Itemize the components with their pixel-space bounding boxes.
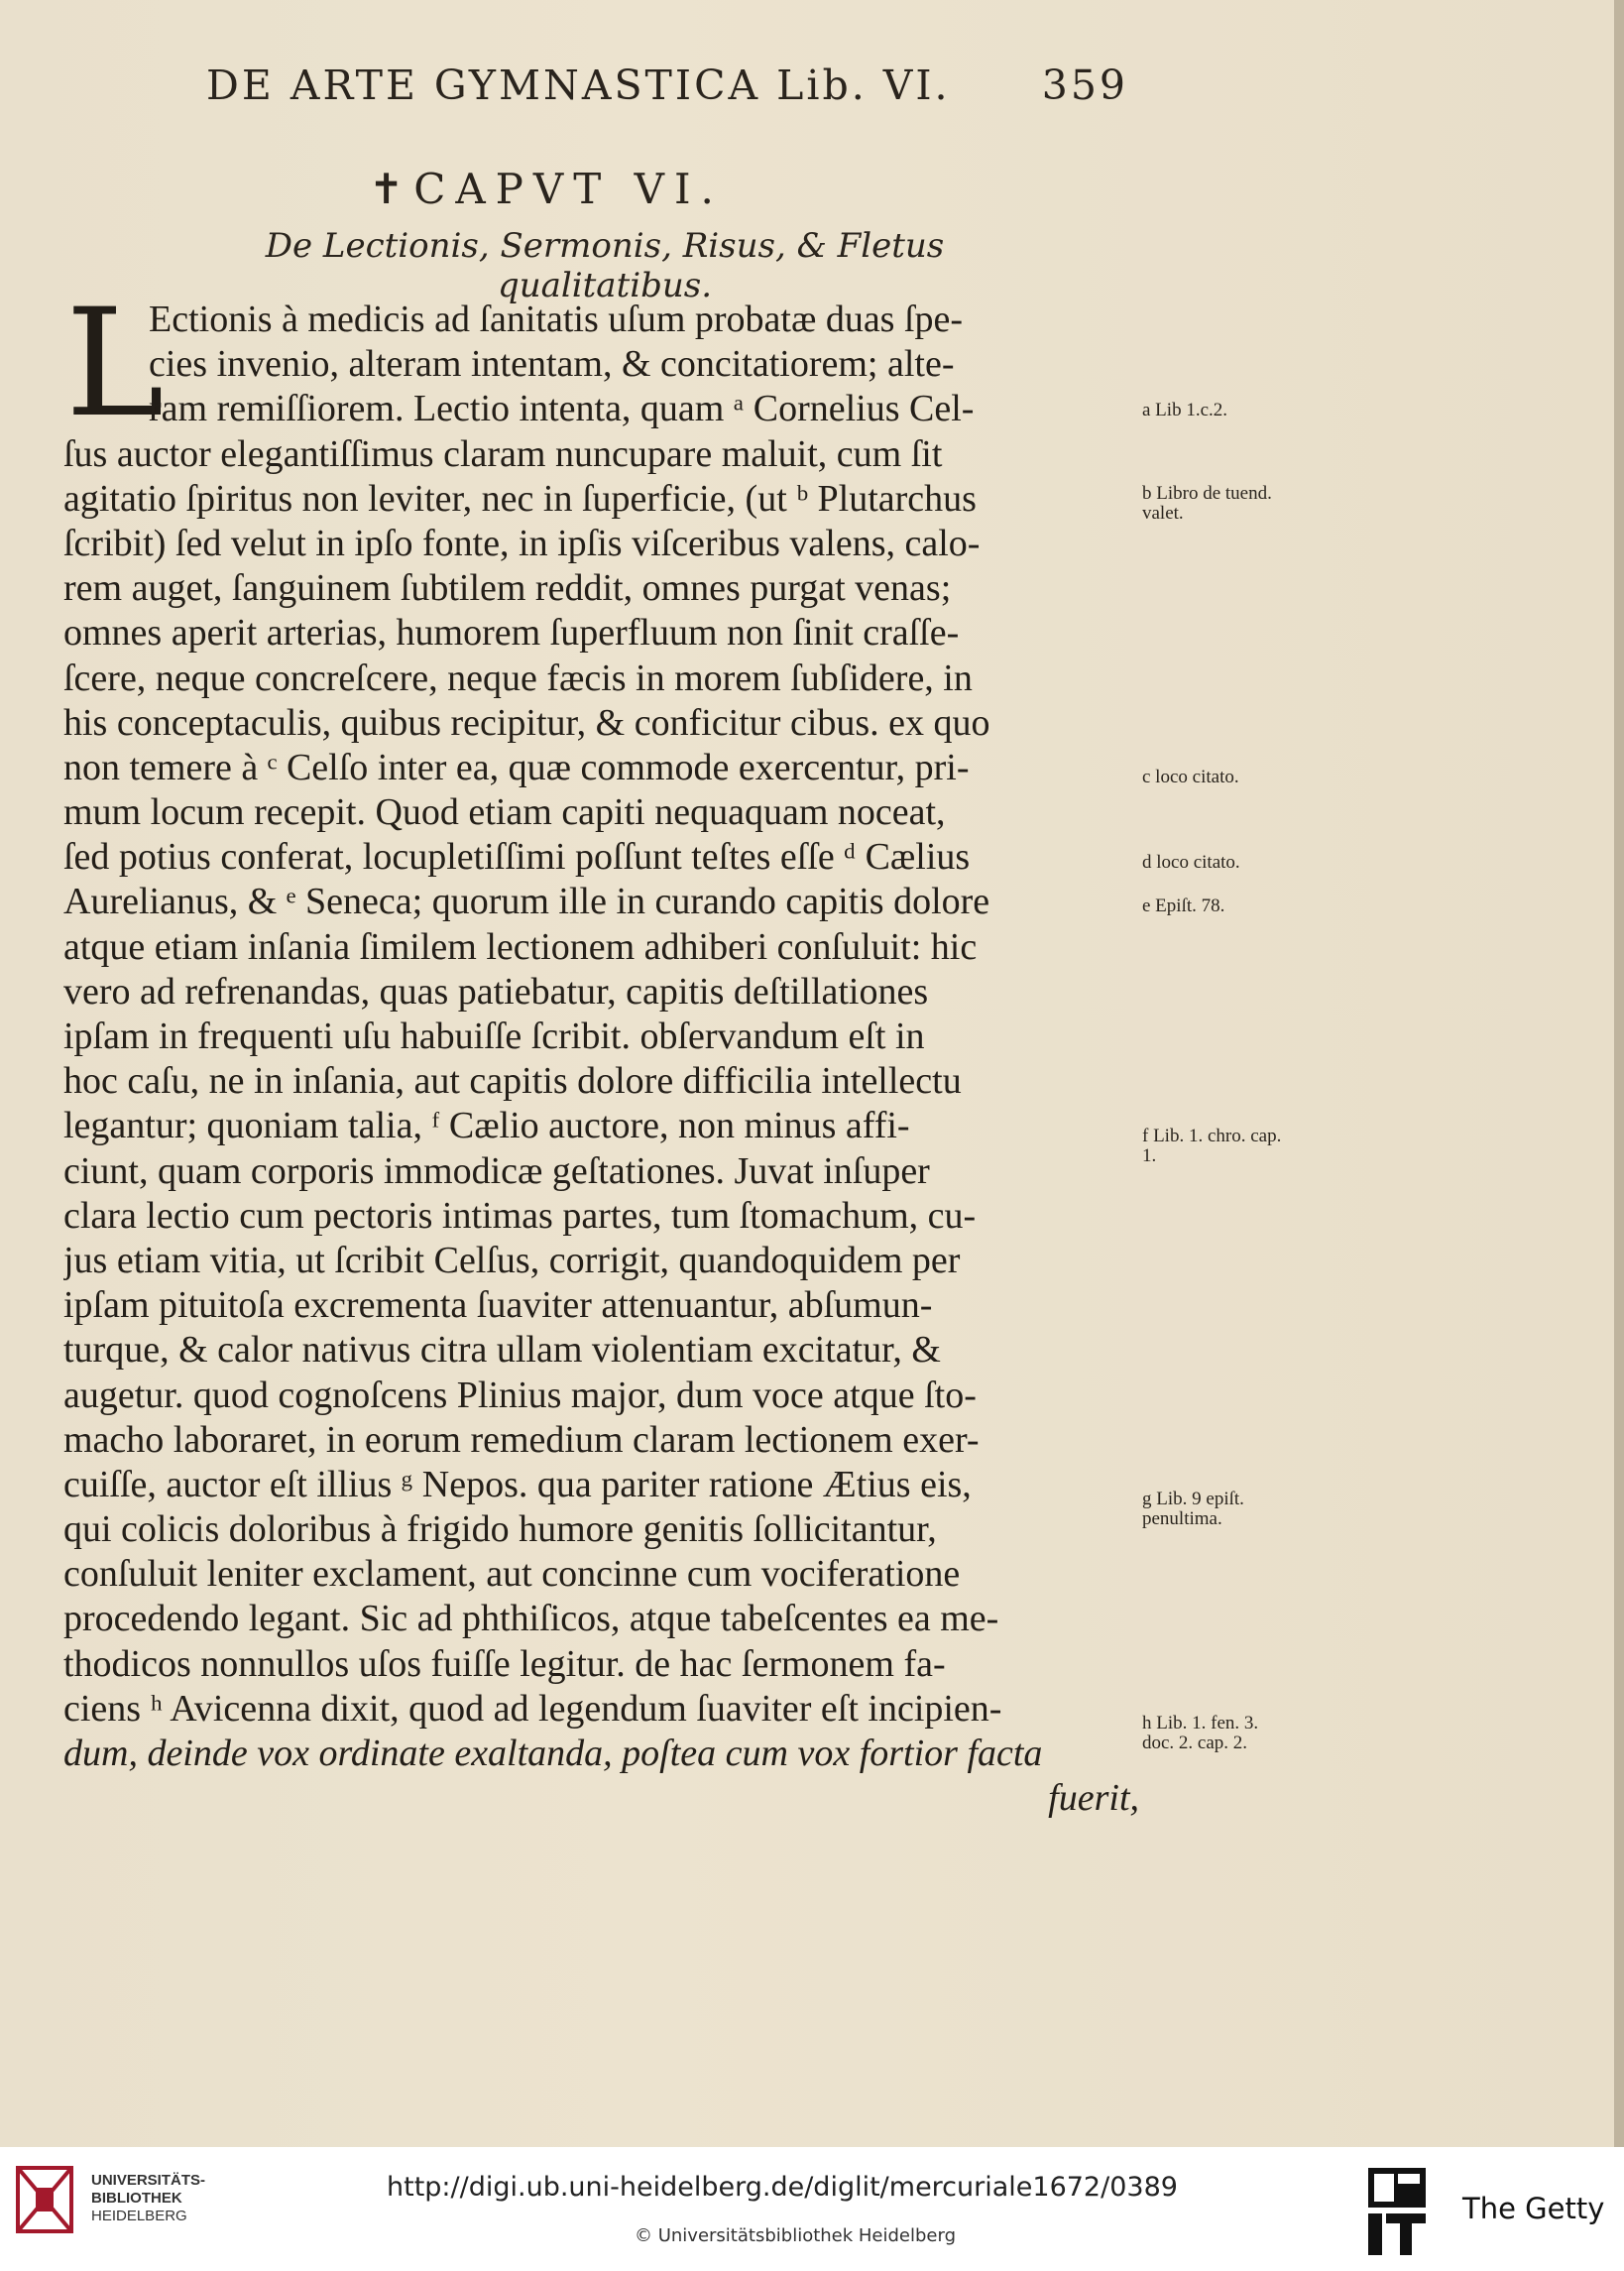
text-line: fuerit,: [1048, 1777, 1139, 1820]
text-line: ſcribit) ſed velut in ipſo fonte, in ipſis viſceribus valens, calo-: [63, 522, 981, 564]
text-line: ſcere, neque concreſcere, neque fæcis in morem ſubſidere, in: [63, 657, 973, 699]
text-line: cies invenio, alteram intentam, & concitatiorem; alte-: [149, 343, 955, 386]
text-line: clara lectio cum pectoris intimas partes, tum ſtomachum, cu-: [63, 1194, 977, 1237]
body-text: [63, 298, 1139, 1821]
text-line: vero ad refrenandas, quas patiebatur, capitis deſtillationes: [63, 970, 929, 1013]
running-head-title: DE ARTE GYMNASTICA Lib. VI.: [206, 61, 951, 109]
text-line: rem auget, ſanguinem ſubtilem reddit, omnes purgat venas;: [63, 567, 952, 610]
margin-note: b Libro de tuend. valet.: [1142, 483, 1272, 524]
library-name: [91, 2172, 205, 2225]
library-name-line: HEIDELBERG: [91, 2208, 187, 2224]
text-line: atque etiam inſania ſimilem lectionem adhiberi conſuluit: hic: [63, 925, 978, 968]
drop-cap: L: [65, 278, 165, 450]
chapter-heading: ✝CAPVT VI.: [369, 165, 724, 213]
text-line: hoc caſu, ne in inſania, aut capitis dolore difficilia intellectu: [63, 1060, 962, 1103]
margin-note: f Lib. 1. chro. cap. 1.: [1142, 1126, 1282, 1166]
text-line: Aurelianus, & ᵉ Seneca; quorum ille in curando capitis dolore: [63, 881, 990, 923]
text-line: thodicos nonnullos uſos fuiſſe legitur. de hac ſermonem fa-: [63, 1642, 946, 1685]
margin-note: g Lib. 9 epiſt. penultima.: [1142, 1489, 1244, 1529]
text-line: Ectionis à medicis ad ſanitatis uſum probatæ duas ſpe-: [149, 299, 964, 340]
text-line: macho laboraret, in eorum remedium claram lectionem exer-: [63, 1418, 980, 1461]
text-line: ram remiſſiorem. Lectio intenta, quam ᵃ Cornelius Cel-: [149, 388, 975, 430]
margin-note: d loco citato.: [1142, 852, 1240, 873]
running-head: [206, 61, 1128, 121]
text-line: ſed potius conferat, locupletiſſimi poſſunt teſtes eſſe ᵈ Cælius: [63, 836, 971, 879]
text-line: mum locum recepit. Quod etiam capiti nequaquam noceat,: [63, 791, 946, 834]
getty-name: The Getty: [1462, 2192, 1605, 2225]
text-line: cuiſſe, auctor eſt illius ᵍ Nepos. qua pariter ratione Ætius eis,: [63, 1463, 972, 1505]
text-line: augetur. quod cognoſcens Plinius major, dum voce atque ſto-: [63, 1374, 977, 1416]
copyright-notice: © Universitätsbibliothek Heidelberg: [635, 2225, 957, 2246]
margin-note: c loco citato.: [1142, 767, 1239, 787]
text-line: turque, & calor nativus citra ullam violentiam excitatur, &: [63, 1329, 941, 1372]
text-line: dum, deinde vox ordinate exaltanda, poſtea cum vox fortior facta: [63, 1733, 1043, 1774]
text-line: non temere à ᶜ Celſo inter ea, quæ commode exercentur, pri-: [63, 746, 970, 788]
text-line: his conceptaculis, quibus recipitur, & conficitur cibus. ex quo: [63, 701, 990, 744]
text-line: ipſam in frequenti uſu habuiſſe ſcribit. obſervandum eſt in: [63, 1016, 925, 1057]
text-line: legantur; quoniam talia, ᶠ Cælio auctore, non minus affi-: [63, 1105, 910, 1147]
page-number: 359: [1041, 61, 1128, 109]
text-line: agitatio ſpiritus non leviter, nec in ſuperficie, (ut ᵇ Plutarchus: [63, 477, 977, 520]
library-name-line: UNIVERSITÄTS-: [91, 2172, 206, 2189]
text-line: ciens ʰ Avicenna dixit, quod ad legendum ſuaviter eſt incipien-: [63, 1687, 1002, 1730]
text-line: omnes aperit arterias, humorem ſuperfluum non ſinit craſſe-: [63, 612, 960, 655]
permalink-url[interactable]: http://digi.ub.uni-heidelberg.de/diglit/mercuriale1672/0389: [387, 2172, 1178, 2203]
text-line: jus etiam vitia, ut ſcribit Celſus, corrigit, quandoquidem per: [63, 1239, 961, 1281]
text-line: ſus auctor elegantiſſimus claram nuncupare maluit, cum ſit: [63, 432, 943, 475]
library-name-line: BIBLIOTHEK: [91, 2190, 182, 2207]
getty-logo-icon: [1368, 2168, 1426, 2255]
text-line: ciunt, quam corporis immodicæ geſtationes. Juvat inſuper: [63, 1149, 930, 1192]
university-library-logo-icon: [14, 2164, 75, 2235]
text-line: qui colicis doloribus à frigido humore genitis ſollicitantur,: [63, 1508, 937, 1551]
text-line: procedendo legant. Sic ad phthiſicos, atque tabeſcentes ea me-: [63, 1598, 999, 1640]
margin-note: e Epiſt. 78.: [1142, 896, 1225, 916]
margin-note: h Lib. 1. fen. 3. doc. 2. cap. 2.: [1142, 1713, 1259, 1753]
chapter-subtitle: De Lectionis, Sermonis, Risus, & Fletus qualitatibus.: [265, 226, 945, 305]
text-line: conſuluit leniter exclament, aut concinne cum vociferatione: [63, 1553, 961, 1596]
margin-note: a Lib 1.c.2.: [1142, 400, 1228, 420]
text-line: ipſam pituitoſa excrementa ſuaviter attenuantur, abſumun-: [63, 1284, 933, 1327]
